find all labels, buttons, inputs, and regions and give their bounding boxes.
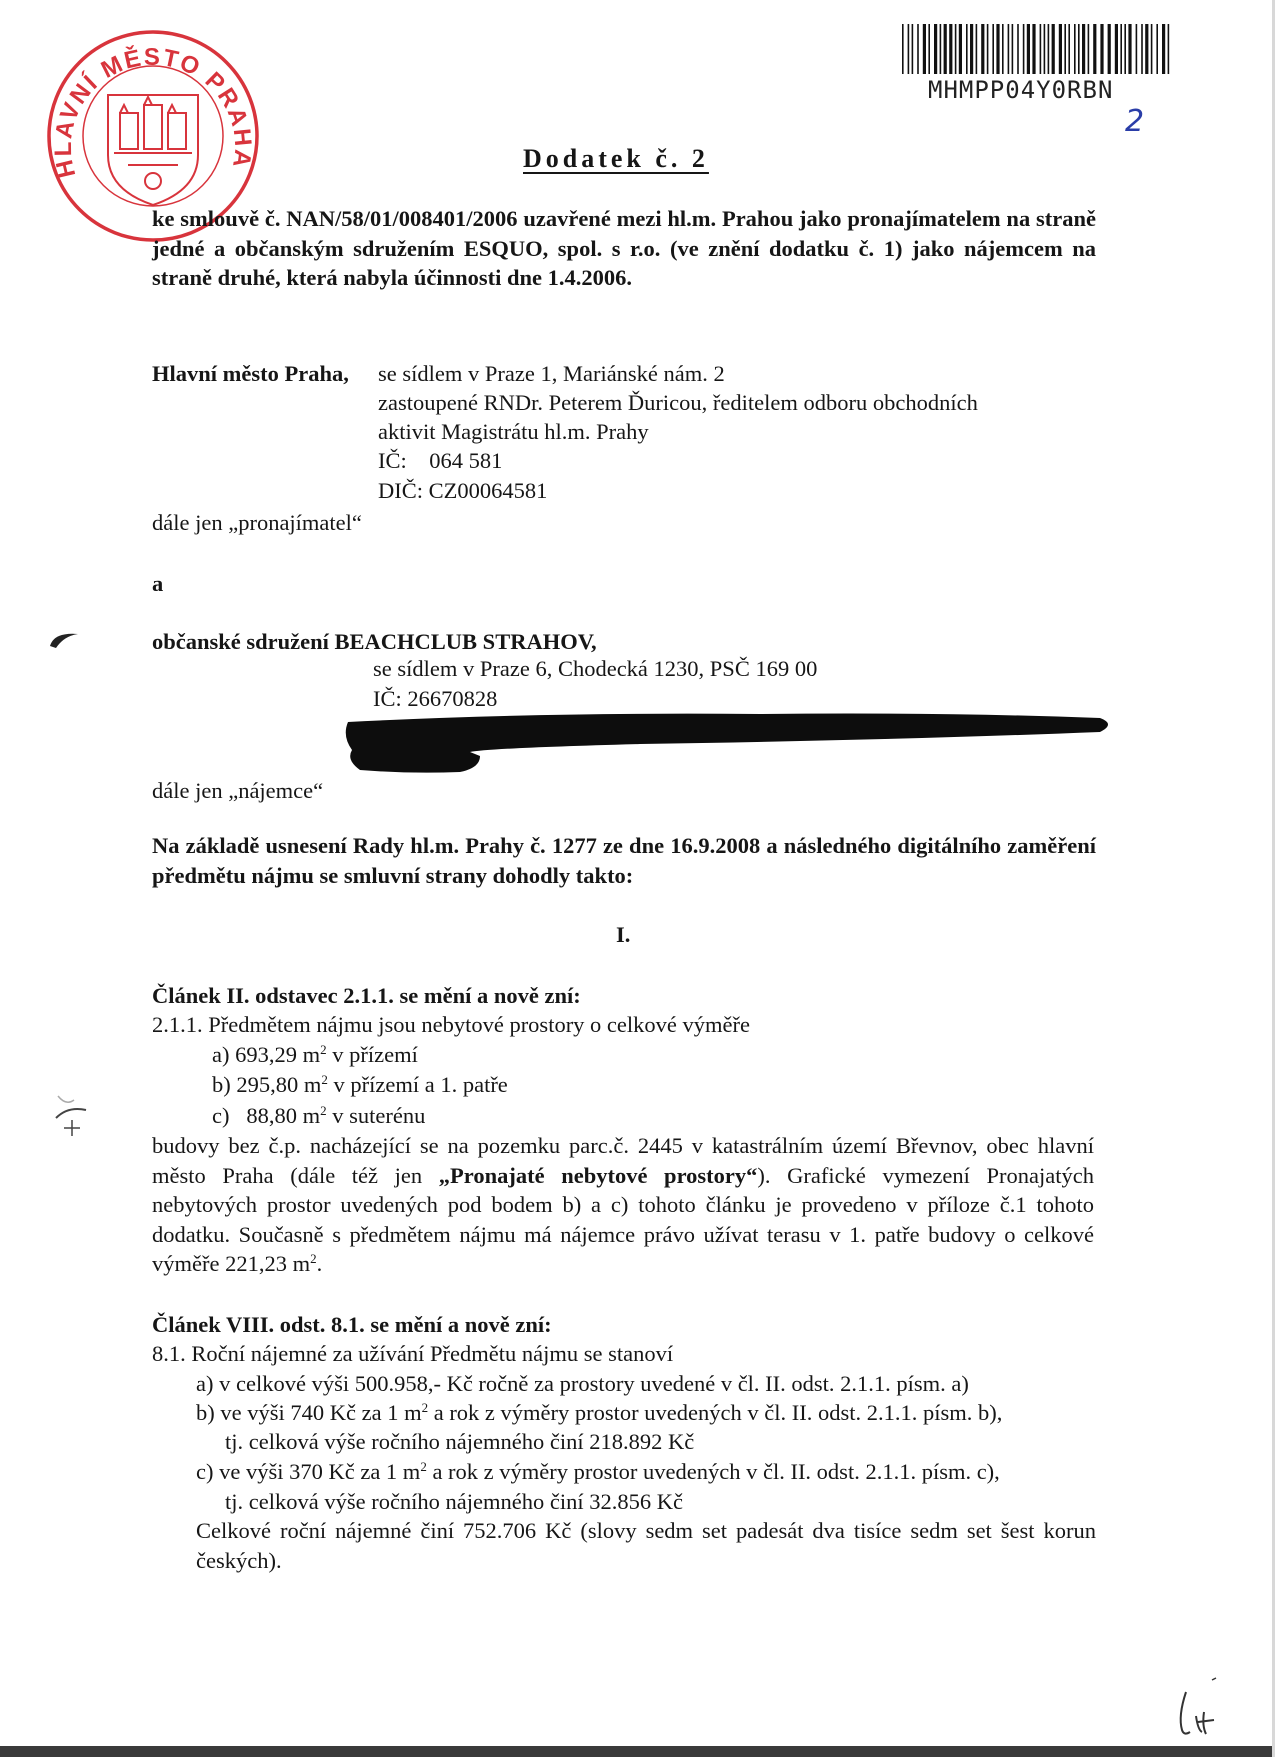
stamp-text: HLAVNÍ MĚSTO PRAHA: [49, 43, 257, 181]
barcode-bar: [944, 24, 947, 74]
barcode-bar: [1162, 24, 1165, 74]
barcode-bar: [1048, 24, 1050, 74]
lessor-alias: dále jen „pronajímatel“: [152, 510, 362, 535]
rent-item-b-total: tj. celková výše ročního nájemného činí 218.892 Kč: [225, 1429, 695, 1454]
rent-item-b: b) ve výši 740 Kč za 1 $m^2$ a rok z výměry prostor uvedených v čl. II. odst. 2.1.1. písm. b),: [196, 1400, 1003, 1425]
barcode-bar: [1074, 24, 1076, 74]
barcode-bar: [1017, 24, 1019, 74]
rent-item-c-total: tj. celková výše ročního nájemného činí 32.856 Kč: [225, 1489, 683, 1514]
article-viii-heading: Článek VIII. odst. 8.1. se mění a nově zní:: [152, 1312, 552, 1337]
barcode-bar: [917, 24, 919, 74]
barcode-bar: [1168, 24, 1170, 74]
barcode-bar: [1064, 24, 1066, 74]
article-ii-heading: Článek II. odstavec 2.1.1. se mění a nově zní:: [152, 983, 581, 1008]
barcode-bar: [1052, 24, 1055, 74]
redaction-bar: [340, 700, 1120, 780]
lessee-ic: IČ: 26670828: [373, 686, 498, 711]
barcode-bar: [1059, 24, 1062, 74]
barcode-bar: [1032, 24, 1035, 74]
lessor-representative: zastoupené RNDr. Peterem Ďuricou, ředitelem odboru obchodních: [378, 390, 978, 415]
barcode: [902, 24, 1170, 74]
barcode-bar: [1128, 24, 1131, 74]
barcode-bar: [1141, 24, 1143, 74]
barcode-bar: [1108, 24, 1111, 74]
barcode-bar: [902, 24, 904, 74]
area-item-c: c) 88,80 $m^2$ v suterénu: [212, 1103, 426, 1128]
barcode-bar: [966, 24, 968, 74]
barcode-bar: [1008, 24, 1010, 74]
barcode-bar: [1145, 24, 1148, 74]
rent-item-a: a) v celkové výši 500.958,- Kč ročně za prostory uvedené v čl. II. odst. 2.1.1. písm. a): [196, 1371, 969, 1396]
punch-mark-middle: [52, 1092, 92, 1142]
area-item-a: a) 693,29 $m^2$ v přízemí: [212, 1042, 418, 1067]
barcode-bar: [981, 24, 984, 74]
lessor-ic: IČ: 064 581: [378, 448, 503, 473]
barcode-bar: [976, 24, 978, 74]
article-viii-line: 8.1. Roční nájemné za užívání Předmětu nájmu se stanoví: [152, 1341, 674, 1366]
barcode-bar: [1027, 24, 1030, 74]
handwritten-page-number: 2: [1125, 104, 1145, 139]
lessor-representative-office: aktivit Magistrátu hl.m. Prahy: [378, 419, 649, 444]
barcode-bar: [996, 24, 999, 74]
area-item-b: b) 295,80 $m^2$ v přízemí a 1. patře: [212, 1072, 508, 1097]
barcode-bar: [1156, 24, 1158, 74]
barcode-bar: [1100, 24, 1103, 74]
barcode-bar: [1023, 24, 1025, 74]
barcode-bar: [1115, 24, 1118, 74]
conjunction: a: [152, 571, 164, 596]
barcode-bar: [1124, 24, 1126, 74]
lessee-name: občanské sdružení BEACHCLUB STRAHOV,: [152, 629, 597, 654]
barcode-bar: [934, 24, 937, 74]
rent-item-c: c) ve výši 370 Kč za 1 $m^2$ a rok z výměry prostor uvedených v čl. II. odst. 2.1.1. písm. c),: [196, 1459, 1000, 1484]
barcode-bar: [928, 24, 930, 74]
barcode-bar: [1088, 24, 1090, 74]
barcode-bar: [1012, 24, 1014, 74]
barcode-bar: [1044, 24, 1046, 74]
barcode-bar: [908, 24, 910, 74]
intro-paragraph: ke smlouvě č. NAN/58/01/008401/2006 uzavřené mezi hl.m. Prahou jako pronajímatelem na straně jedné a občanským sdružením ESQUO, spol. s r.o. (ve znění dodatku č. 1) jako nájemcem na straně druhé, která nabyla účinnosti dne 1.4.2006.: [152, 206, 1096, 290]
handwritten-initials: [1168, 1672, 1228, 1742]
barcode-number: MHMPP04Y0RBN: [928, 76, 1114, 104]
barcode-bar: [992, 24, 994, 74]
barcode-bar: [949, 24, 952, 74]
lessee-seat: se sídlem v Praze 6, Chodecká 1230, PSČ 169 00: [373, 656, 818, 681]
barcode-bar: [912, 24, 914, 74]
svg-text:HLAVNÍ MĚSTO PRAHA: [50, 43, 257, 180]
lessor-name: Hlavní město Praha,: [152, 361, 349, 386]
document-title: Dodatek č. 2: [523, 144, 709, 173]
barcode-bar: [940, 24, 942, 74]
barcode-bar: [959, 24, 962, 74]
scan-bottom-edge: [0, 1746, 1275, 1757]
lessor-seat: se sídlem v Praze 1, Mariánské nám. 2: [378, 361, 725, 386]
barcode-bar: [1093, 24, 1096, 74]
barcode-bar: [1151, 24, 1153, 74]
lessor-dic: DIČ: CZ00064581: [378, 478, 548, 503]
barcode-bar: [1078, 24, 1080, 74]
barcode-bar: [1120, 24, 1122, 74]
barcode-bar: [1136, 24, 1138, 74]
article-ii-body: budovy bez č.p. nacházející se na pozemku parc.č. 2445 v katastrálním území Břevnov, obec hlavní město Praha (dále též jen „Pronajaté nebytové prostory“). Grafické vymezení Pronajatých nebytových prostor uvedených pod bodem b) a c) tohoto článku je provedeno v příloze č.1 tohoto dodatku. Současně s předmětem nájmu má nájemce právo užívat terasu v 1. patře budovy o celkové výměře 221,23 $m^2$.: [152, 1133, 1094, 1276]
barcode-bar: [955, 24, 957, 74]
section-number: I.: [616, 922, 631, 947]
barcode-bar: [1082, 24, 1085, 74]
barcode-bar: [1068, 24, 1070, 74]
article-ii-line: 2.1.1. Předmětem nájmu jsou nebytové prostory o celkové výměře: [152, 1012, 750, 1037]
lessee-alias: dále jen „nájemce“: [152, 778, 324, 803]
barcode-bar: [970, 24, 973, 74]
preamble-paragraph: Na základě usnesení Rady hl.m. Prahy č. 1277 ze dne 16.9.2008 a následného digitálního zaměření předmětu nájmu se smluvní strany dohodly takto:: [152, 833, 1096, 888]
barcode-bar: [1040, 24, 1042, 74]
barcode-bar: [1002, 24, 1004, 74]
punch-mark-top: [48, 628, 82, 650]
barcode-bar: [987, 24, 989, 74]
barcode-bar: [923, 24, 926, 74]
coat-of-arms-icon: [108, 95, 198, 205]
rent-total: Celkové roční nájemné činí 752.706 Kč (slovy sedm set padesát dva tisíce sedm set šest korun českých).: [196, 1518, 1096, 1573]
